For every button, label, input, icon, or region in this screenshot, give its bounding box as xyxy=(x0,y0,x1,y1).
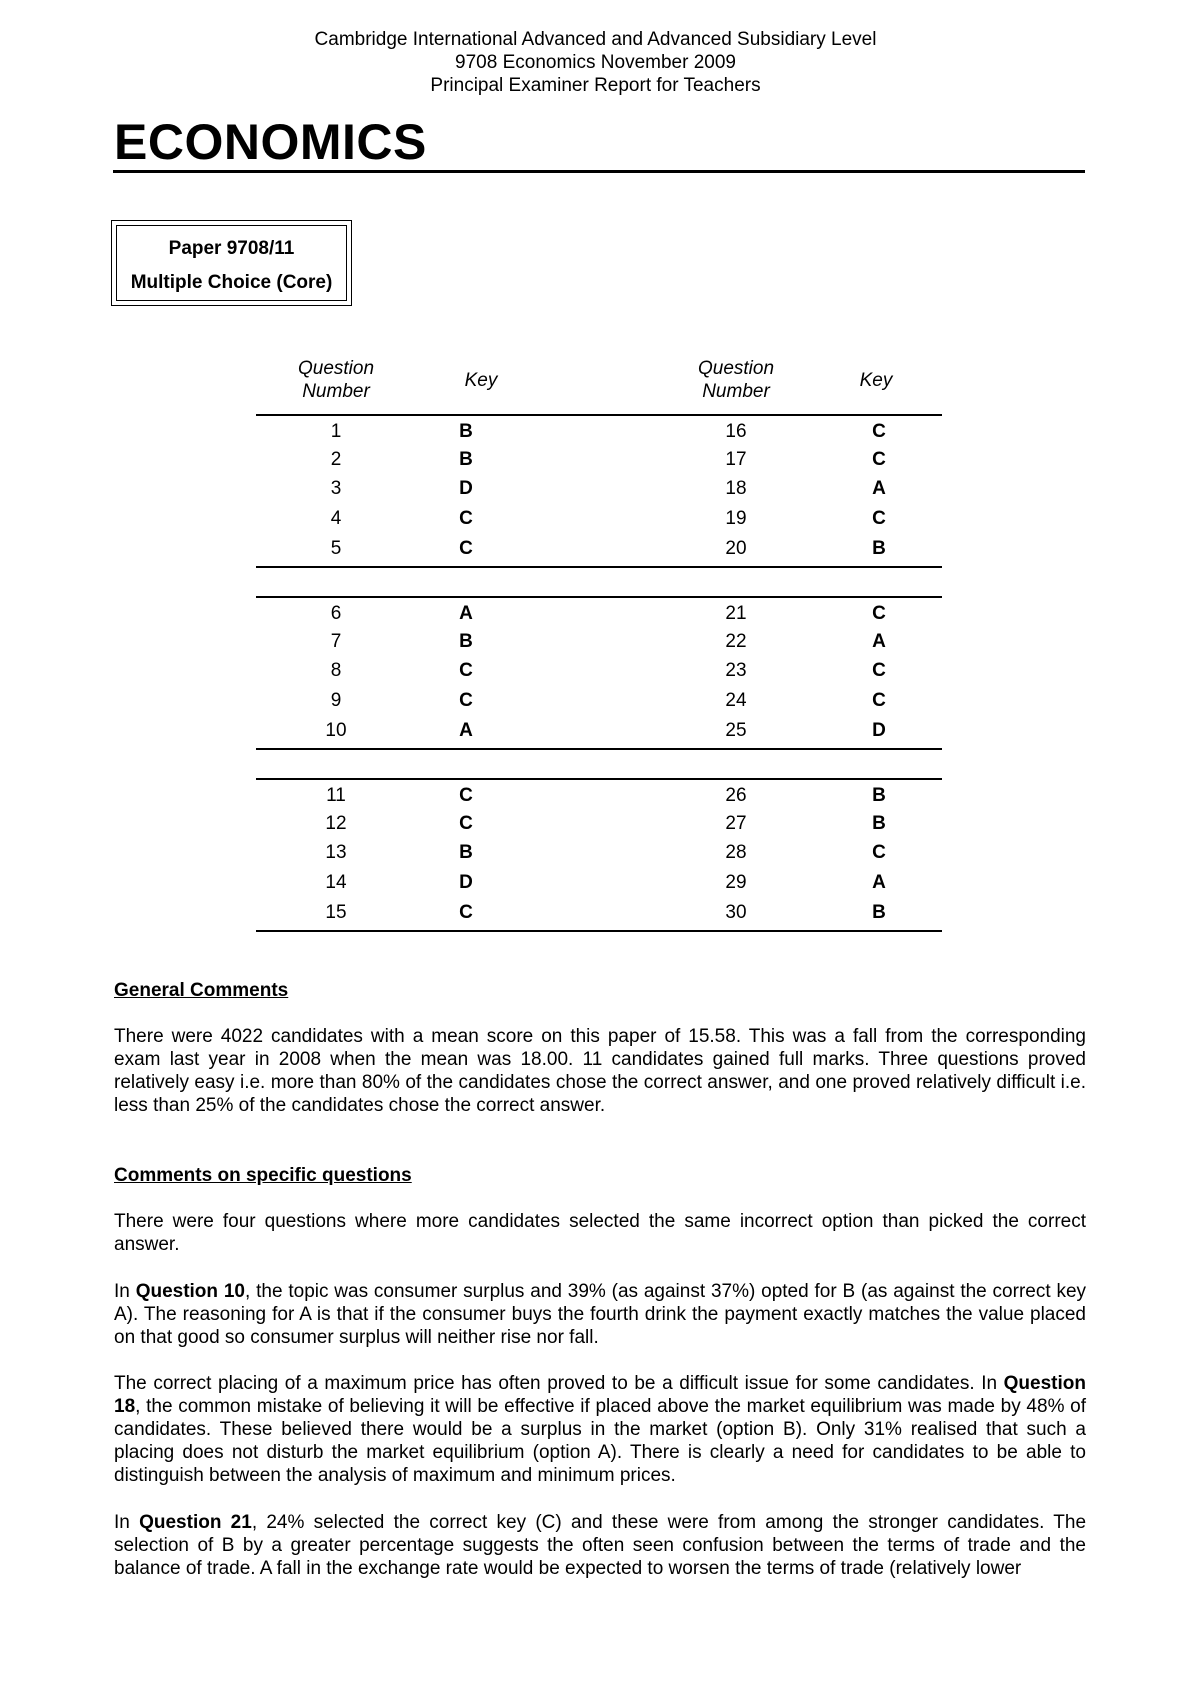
answer-key: B xyxy=(459,421,473,442)
page-title: ECONOMICS xyxy=(114,114,427,170)
question-number: 20 xyxy=(725,538,747,559)
answer-key: C xyxy=(459,690,473,711)
answer-key: B xyxy=(872,902,886,923)
answer-key: A xyxy=(459,603,473,624)
answer-key: C xyxy=(872,842,886,863)
question-ref: Question 10 xyxy=(135,1281,245,1302)
question-number: 23 xyxy=(725,660,747,681)
question-number: 17 xyxy=(725,449,747,470)
question-number: 18 xyxy=(725,478,747,499)
answer-key: C xyxy=(459,813,473,834)
question-number: 9 xyxy=(330,690,342,711)
general-comments-text: There were 4022 candidates with a mean score on this paper of 15.58. This was a fall from the corresponding exam last year in 2008 when the mean was 18.00. 11 candidates gained full marks. Three questions proved relatively easy i.e. more than 80% of the candidates chose the correct answer, and one proved relatively difficult i.e. less than 25% of the candidates chose the correct answer. xyxy=(114,1026,1086,1116)
answer-key: A xyxy=(872,478,886,499)
question-number: 15 xyxy=(325,902,347,923)
question-number: 12 xyxy=(325,813,347,834)
question-number: 5 xyxy=(330,538,342,559)
header-question-number-right: Question Number xyxy=(697,358,775,402)
question-number: 25 xyxy=(725,720,747,741)
table-rule xyxy=(256,414,942,416)
answer-key: A xyxy=(872,872,886,893)
question-number: 4 xyxy=(330,508,342,529)
question-ref: Question 18 xyxy=(114,1373,1086,1417)
question-number: 29 xyxy=(725,872,747,893)
answer-key: D xyxy=(459,872,473,893)
question-ref: Question 21 xyxy=(139,1512,252,1533)
question-21-paragraph: In Question 21, 24% selected the correct key (C) and these were from among the stronger candidates. The selection of B by a greater percentage suggests the often seen confusion between the terms of trade and the balance of trade. A fall in the exchange rate would be expected to worsen the terms of trade (relatively lower xyxy=(114,1512,1087,1579)
question-number: 13 xyxy=(325,842,347,863)
answer-key: B xyxy=(872,785,886,806)
answer-key: B xyxy=(459,842,473,863)
header-key-right: Key xyxy=(859,370,893,391)
question-number: 28 xyxy=(725,842,747,863)
answer-key: C xyxy=(872,690,886,711)
answer-key: C xyxy=(459,660,473,681)
question-number: 11 xyxy=(326,785,346,806)
answer-key: B xyxy=(459,449,473,470)
question-number: 21 xyxy=(725,603,747,624)
header-line-2: 9708 Economics November 2009 xyxy=(455,52,736,73)
answer-key: D xyxy=(872,720,886,741)
header-line-1: Cambridge International Advanced and Advanced Subsidiary Level xyxy=(314,29,877,50)
question-number: 8 xyxy=(330,660,342,681)
answer-key: B xyxy=(872,538,886,559)
question-number: 2 xyxy=(330,449,342,470)
question-18-paragraph: The correct placing of a maximum price has often proved to be a difficult issue for some candidates. In Question 18, the common mistake of believing it will be effective if placed above the market equilibrium was made by 48% of candidates. These believed there would be a surplus in the market (option B). Only 31% realised that such a placing does not disturb the market equilibrium (option A). There is clearly a need for candidates to be able to distinguish between the analysis of maximum and minimum prices. xyxy=(114,1373,1086,1486)
table-rule xyxy=(256,748,942,750)
question-number: 14 xyxy=(325,872,347,893)
header-key-left: Key xyxy=(464,370,498,391)
paper-box-inner xyxy=(116,225,347,301)
answer-key: C xyxy=(459,902,473,923)
answer-key: A xyxy=(459,720,473,741)
answer-key: C xyxy=(872,660,886,681)
question-number: 26 xyxy=(725,785,747,806)
answer-key: C xyxy=(459,785,473,806)
answer-key: C xyxy=(872,449,886,470)
question-number: 16 xyxy=(725,421,747,442)
paper-box xyxy=(111,220,352,306)
paper-code: Paper 9708/11 xyxy=(168,238,295,259)
answer-key: D xyxy=(459,478,473,499)
question-number: 19 xyxy=(725,508,747,529)
paper-name: Multiple Choice (Core) xyxy=(130,272,333,293)
question-number: 22 xyxy=(725,631,747,652)
specific-comments-heading: Comments on specific questions xyxy=(114,1165,412,1186)
question-10-paragraph: In Question 10, the topic was consumer surplus and 39% (as against 37%) opted for B (as against the correct key A). The reasoning for A is that if the consumer buys the fourth drink the payment exactly matches the value placed on that good so consumer surplus will neither rise nor fall. xyxy=(114,1281,1087,1348)
question-number: 7 xyxy=(330,631,342,652)
question-number: 27 xyxy=(725,813,747,834)
question-number: 3 xyxy=(330,478,342,499)
report-header xyxy=(0,28,1191,97)
answer-key: C xyxy=(872,508,886,529)
answer-key-table xyxy=(256,355,942,935)
general-comments-heading: General Comments xyxy=(114,980,289,1001)
question-number: 1 xyxy=(330,421,342,442)
table-rule xyxy=(256,930,942,932)
table-rule xyxy=(256,778,942,780)
question-number: 6 xyxy=(330,603,342,624)
header-line-3: Principal Examiner Report for Teachers xyxy=(430,75,761,96)
answer-key: B xyxy=(872,813,886,834)
answer-key: B xyxy=(459,631,473,652)
question-number: 10 xyxy=(325,720,347,741)
title-underline xyxy=(113,170,1085,173)
header-question-number-left: Question Number xyxy=(297,358,375,402)
table-rule xyxy=(256,596,942,598)
question-number: 30 xyxy=(725,902,747,923)
answer-key: C xyxy=(872,421,886,442)
question-number: 24 xyxy=(725,690,747,711)
answer-key: A xyxy=(872,631,886,652)
answer-key: C xyxy=(459,538,473,559)
table-rule xyxy=(256,566,942,568)
specific-comments-intro: There were four questions where more candidates selected the same incorrect option than picked the correct answer. xyxy=(114,1211,1086,1255)
answer-key: C xyxy=(872,603,886,624)
answer-key: C xyxy=(459,508,473,529)
